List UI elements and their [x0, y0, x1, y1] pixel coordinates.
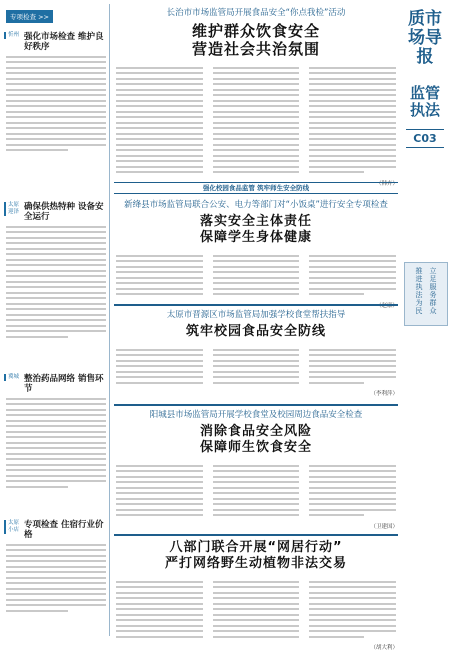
- article-body-text: [114, 461, 398, 520]
- article-subtitle: 长治市市场监管局开展食品安全“你点我检”活动: [166, 8, 346, 18]
- slogan-box: [404, 262, 448, 326]
- article-body-text: [114, 345, 398, 387]
- article-byline: （李利萍）: [370, 391, 398, 397]
- article-subtitle: 太原市晋源区市场监管局加强学校食堂帮扶指导: [166, 310, 346, 320]
- left-column: [4, 4, 110, 636]
- brief-place: 忻州: [4, 32, 20, 39]
- brief-place: 太原 小店: [4, 520, 20, 534]
- article-title: 落实安全主体责任: [199, 214, 312, 229]
- brief-item: [4, 202, 108, 341]
- brief-place: 冀城: [4, 374, 20, 381]
- article-yangcheng: [114, 410, 398, 530]
- article-byline: （韩卉）: [375, 180, 398, 187]
- brief-item: [4, 520, 108, 615]
- slogan-line: 推进执法为民: [415, 267, 423, 315]
- article-title: 筑牢校园食品安全防线: [185, 324, 326, 339]
- brief-body-text: [4, 226, 108, 338]
- section-kicker: 专项检查 >>: [6, 10, 53, 23]
- article-body-text: [114, 251, 398, 299]
- masthead: [402, 4, 448, 636]
- divider: [114, 304, 398, 306]
- brief-item: [4, 374, 108, 491]
- brief-place: 太原 迎泽: [4, 202, 20, 216]
- article-jinyuan: [114, 310, 398, 397]
- divider: [114, 534, 398, 536]
- masthead-section-title: 监管执法: [409, 84, 440, 119]
- brief-body-text: [4, 56, 108, 152]
- masthead-page-number: C03: [406, 129, 444, 148]
- divider: [114, 404, 398, 406]
- article-wangju: [114, 540, 398, 651]
- article-title: 严打网络野生动植物非法交易: [164, 556, 347, 571]
- brief-headline: 强化市场检查 维护良好秩序: [24, 32, 104, 52]
- brief-headline: 确保供热特种 设备安全运行: [24, 202, 104, 222]
- slogan-line: 立足服务群众: [429, 267, 437, 315]
- main-area: [114, 4, 398, 651]
- article-title: 保障学生身体健康: [199, 230, 312, 245]
- brief-body-text: [4, 398, 108, 488]
- article-xinjiang: [114, 200, 398, 309]
- article-title: 消除食品安全风险: [199, 424, 312, 439]
- brief-headline: 专项检查 住宿行业价格: [24, 520, 104, 540]
- article-subtitle: 阳城县市场监管局开展学校食堂及校园周边食品安全检查: [149, 410, 363, 420]
- article-changzhi: [114, 8, 398, 187]
- masthead-brand: 质市场导报: [408, 9, 442, 67]
- brief-headline: 整治药品网络 销售环节: [24, 374, 104, 394]
- article-title: 营造社会共治氛围: [191, 40, 320, 58]
- article-subtitle: 新绛县市场监管局联合公安、电力等部门对“小饭桌”进行安全专项检查: [124, 200, 388, 210]
- article-title: 保障师生饮食安全: [199, 440, 312, 455]
- article-byline: （胡大利）: [370, 645, 398, 651]
- article-title: 八部门联合开展“网居行动”: [169, 540, 343, 555]
- article-body-text: [114, 63, 398, 177]
- article-body-text: [114, 577, 398, 641]
- brief-body-text: [4, 544, 108, 612]
- article-title: 维护群众饮食安全: [191, 22, 320, 40]
- section-strip: 强化校园食品监管 筑牢师生安全防线: [114, 182, 398, 194]
- article-byline: （卫建国）: [370, 523, 398, 530]
- brief-item: [4, 32, 108, 155]
